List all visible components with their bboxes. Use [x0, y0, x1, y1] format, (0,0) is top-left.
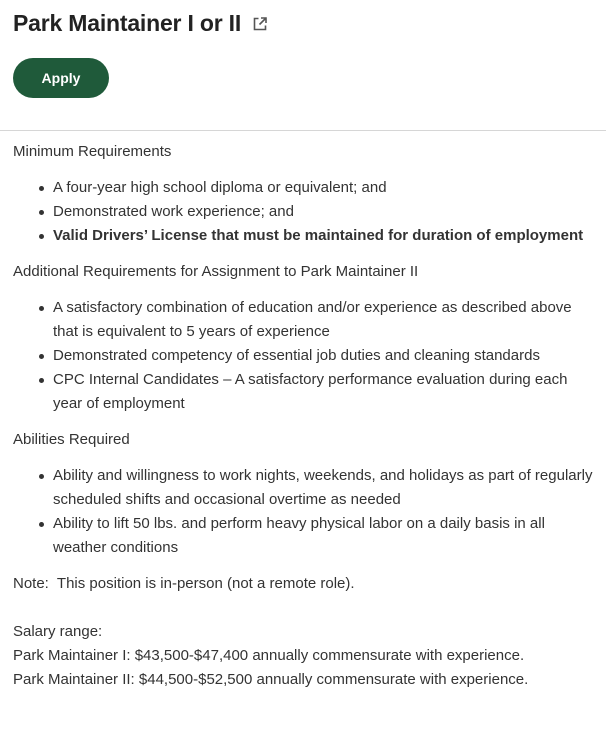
- salary-heading: Salary range:: [13, 623, 103, 640]
- salary-line-pm1: Park Maintainer I: $43,500-$47,400 annually commensurate with experience.: [13, 647, 525, 664]
- apply-button[interactable]: Apply: [13, 58, 109, 98]
- spacer: [13, 596, 598, 620]
- minimum-requirements-list: [13, 176, 598, 248]
- list-item: Valid Drivers’ License that must be maintained for duration of employment: [53, 224, 598, 248]
- job-title: Park Maintainer I or II: [13, 10, 242, 36]
- remote-note: Note: This position is in-person (not a remote role).: [13, 575, 355, 592]
- abilities-required-list: [13, 464, 598, 560]
- list-item: Demonstrated competency of essential job duties and cleaning standards: [53, 344, 598, 368]
- abilities-required-heading: Abilities Required: [13, 431, 130, 448]
- job-header: [13, 10, 268, 37]
- additional-requirements-list: [13, 296, 598, 416]
- divider: [0, 130, 606, 131]
- additional-requirements-heading: Additional Requirements for Assignment to Park Maintainer II: [13, 263, 419, 280]
- list-item: CPC Internal Candidates – A satisfactory performance evaluation during each year of employment: [53, 368, 598, 416]
- list-item: A four-year high school diploma or equivalent; and: [53, 176, 598, 200]
- list-item: Ability to lift 50 lbs. and perform heavy physical labor on a daily basis in all weather conditions: [53, 512, 598, 560]
- list-item: Ability and willingness to work nights, weekends, and holidays as part of regularly scheduled shifts and occasional overtime as needed: [53, 464, 598, 512]
- list-item: A satisfactory combination of education and/or experience as described above that is equivalent to 5 years of experience: [53, 296, 598, 344]
- salary-line-pm2: Park Maintainer II: $44,500-$52,500 annually commensurate with experience.: [13, 671, 529, 688]
- job-description: [13, 140, 598, 692]
- external-link-icon[interactable]: [252, 16, 268, 32]
- minimum-requirements-heading: Minimum Requirements: [13, 143, 172, 160]
- list-item: Demonstrated work experience; and: [53, 200, 598, 224]
